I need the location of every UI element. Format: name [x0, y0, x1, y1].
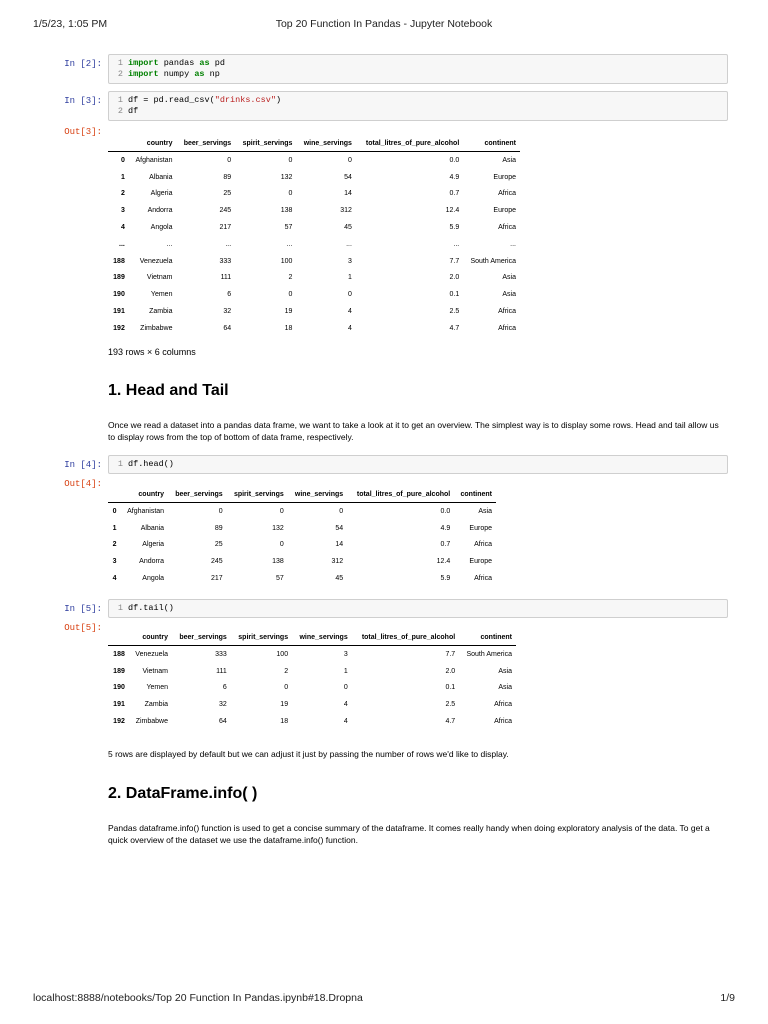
- row-index: 192: [113, 718, 125, 726]
- row-index: 191: [113, 308, 125, 316]
- table-cell: 217: [219, 224, 232, 232]
- table-cell: 14: [335, 541, 344, 549]
- table-cell: 245: [211, 558, 223, 566]
- table-cell: 89: [214, 524, 223, 532]
- table-cell: 1: [348, 274, 352, 282]
- row-index: 1: [120, 173, 125, 181]
- table-cell: 333: [215, 650, 227, 658]
- table-cell: 0: [348, 156, 352, 164]
- table-cell: 0.0: [440, 507, 451, 515]
- table-cell: Europe: [469, 558, 492, 566]
- table-cell: Zimbabwe: [140, 324, 173, 332]
- table-cell: 0.7: [440, 541, 451, 549]
- table-cell: Vietnam: [142, 667, 168, 675]
- keyword: import: [128, 69, 159, 79]
- table-cell: 5.9: [449, 224, 460, 232]
- table-row: [108, 570, 496, 587]
- column-header: total_litres_of_pure_alcohol: [356, 135, 463, 152]
- code-cell-4[interactable]: [108, 455, 728, 474]
- row-index: 1: [112, 524, 117, 532]
- column-header: beer_servings: [168, 486, 227, 503]
- table-cell: 2: [288, 274, 293, 282]
- line-number: 2: [117, 106, 123, 116]
- table-cell: 0.0: [449, 156, 460, 164]
- code-text: pd: [209, 58, 225, 68]
- table-row: [108, 520, 496, 537]
- table-cell: 32: [219, 701, 227, 709]
- table-cell: Vietnam: [146, 274, 173, 282]
- table-cell: Zambia: [144, 701, 168, 709]
- code-text: pandas: [158, 58, 200, 68]
- dataframe-tail: [108, 629, 516, 730]
- table-cell: 89: [223, 173, 232, 181]
- table-cell: 217: [211, 575, 223, 583]
- table-row: [108, 553, 496, 570]
- table-cell: 12.4: [436, 558, 451, 566]
- table-cell: 3: [348, 257, 352, 265]
- table-cell: Asia: [502, 291, 516, 299]
- row-index: 192: [113, 324, 125, 332]
- string-literal: "drinks.csv": [214, 95, 276, 105]
- table-cell: Africa: [494, 701, 512, 709]
- table-cell: 54: [335, 524, 344, 532]
- row-index: 2: [120, 190, 125, 198]
- table-cell: 132: [272, 524, 284, 532]
- table-cell: 0: [339, 507, 344, 515]
- input-prompt-3: In [3]:: [64, 96, 102, 106]
- table-cell: 32: [223, 308, 232, 316]
- table-cell: 2.5: [449, 308, 460, 316]
- table-cell: 138: [272, 558, 284, 566]
- table-cell: 100: [276, 650, 289, 658]
- table-cell: Zambia: [149, 308, 173, 316]
- table-cell: 4: [343, 701, 348, 709]
- input-prompt-5: In [5]:: [64, 604, 102, 614]
- keyword: as: [194, 69, 205, 79]
- table-cell: 14: [344, 190, 352, 198]
- input-prompt-4: In [4]:: [64, 460, 102, 470]
- table-header-row: [108, 629, 516, 646]
- section-heading-head-tail: 1. Head and Tail: [108, 382, 229, 399]
- table-cell: 2.0: [445, 667, 456, 675]
- table-cell: Angola: [142, 575, 165, 583]
- table-cell: 0: [284, 684, 289, 692]
- row-index: 188: [113, 257, 125, 265]
- table-cell: 312: [331, 558, 344, 566]
- table-cell: 2.5: [445, 701, 456, 709]
- line-number: 1: [117, 58, 123, 68]
- code-cell-3[interactable]: [108, 91, 728, 121]
- table-cell: Zimbabwe: [135, 718, 168, 726]
- table-cell: Africa: [498, 308, 516, 316]
- column-header: country: [121, 486, 169, 503]
- column-header: beer_servings: [176, 135, 235, 152]
- column-header: continent: [459, 629, 516, 646]
- section-heading-info: 2. DataFrame.info( ): [108, 785, 258, 802]
- table-cell: 7.7: [449, 257, 460, 265]
- table-row: [108, 303, 520, 320]
- row-index: 188: [113, 650, 125, 658]
- code-text: df = pd.read_csv(: [128, 95, 215, 105]
- table-row: [108, 236, 520, 253]
- column-header: wine_servings: [292, 629, 352, 646]
- table-cell: 0: [227, 156, 232, 164]
- table-cell: ...: [346, 240, 352, 248]
- table-cell: Algeria: [150, 190, 173, 198]
- table-cell: 18: [280, 718, 289, 726]
- column-header: spirit_servings: [231, 629, 292, 646]
- table-row: [108, 537, 496, 554]
- line-number: 1: [117, 459, 123, 469]
- print-page-number: 1/9: [720, 992, 735, 1004]
- table-cell: Asia: [498, 667, 512, 675]
- table-row: [108, 219, 520, 236]
- code-text: df: [128, 106, 139, 116]
- table-cell: 5.9: [440, 575, 451, 583]
- table-cell: Venezuela: [135, 650, 168, 658]
- output-prompt-3: Out[3]:: [64, 127, 102, 137]
- input-prompt-2: In [2]:: [64, 59, 102, 69]
- table-row: [108, 503, 496, 520]
- column-header: continent: [454, 486, 496, 503]
- table-cell: Africa: [498, 324, 516, 332]
- line-number: 2: [117, 69, 123, 79]
- code-text: df.tail(): [128, 603, 174, 613]
- table-cell: 111: [220, 274, 232, 282]
- table-cell: Andorra: [139, 558, 165, 566]
- table-row: [108, 286, 520, 303]
- table-row: [108, 696, 516, 713]
- table-cell: Asia: [502, 274, 516, 282]
- table-cell: Algeria: [142, 541, 165, 549]
- code-line: [109, 106, 727, 117]
- column-header: [108, 135, 129, 152]
- table-cell: Albania: [140, 524, 165, 532]
- table-row: [108, 270, 520, 287]
- print-datetime: 1/5/23, 1:05 PM: [33, 18, 108, 30]
- table-cell: ...: [225, 240, 232, 248]
- code-cell-5[interactable]: [108, 599, 728, 618]
- table-row: [108, 169, 520, 186]
- table-cell: Europe: [493, 207, 516, 215]
- column-header: [108, 629, 129, 646]
- table-cell: 6: [227, 291, 232, 299]
- table-cell: 0: [288, 190, 293, 198]
- table-cell: Andorra: [147, 207, 173, 215]
- column-header: total_litres_of_pure_alcohol: [352, 629, 459, 646]
- table-cell: 4.9: [449, 173, 460, 181]
- table-cell: 0: [279, 541, 284, 549]
- table-cell: 2: [284, 667, 289, 675]
- print-url: localhost:8888/notebooks/Top 20 Function In Pandas.ipynb#18.Dropna: [33, 992, 363, 1004]
- table-row: [108, 202, 520, 219]
- code-text: numpy: [158, 69, 195, 79]
- code-line: [109, 69, 727, 80]
- table-cell: 0: [348, 291, 352, 299]
- table-cell: 57: [275, 575, 284, 583]
- table-cell: South America: [466, 650, 512, 658]
- row-index: 4: [120, 224, 125, 232]
- table-header-row: [108, 135, 520, 152]
- table-row: [108, 253, 520, 270]
- code-text: ): [275, 95, 282, 105]
- code-cell-2[interactable]: [108, 54, 728, 84]
- table-cell: South America: [470, 257, 516, 265]
- table-row: [108, 186, 520, 203]
- column-header: continent: [463, 135, 520, 152]
- table-cell: 18: [284, 324, 293, 332]
- table-cell: 312: [340, 207, 352, 215]
- row-index: 190: [113, 291, 125, 299]
- table-cell: 4: [343, 718, 348, 726]
- table-header-row: [108, 486, 496, 503]
- table-cell: Europe: [493, 173, 516, 181]
- row-index: ...: [119, 240, 125, 248]
- table-cell: 0: [288, 291, 293, 299]
- row-index: 190: [113, 684, 125, 692]
- column-header: spirit_servings: [235, 135, 296, 152]
- code-line: [109, 95, 727, 106]
- table-cell: 6: [222, 684, 227, 692]
- table-cell: 245: [219, 207, 232, 215]
- column-header: country: [129, 135, 177, 152]
- row-index: 3: [120, 207, 125, 215]
- output-prompt-4: Out[4]:: [64, 479, 102, 489]
- rows-columns-info: 193 rows × 6 columns: [108, 347, 196, 357]
- row-index: 191: [113, 701, 125, 709]
- table-cell: 0.7: [449, 190, 460, 198]
- table-cell: 100: [280, 257, 293, 265]
- table-cell: 0.1: [449, 291, 460, 299]
- table-cell: Angola: [150, 224, 173, 232]
- table-cell: 3: [343, 650, 348, 658]
- table-cell: Africa: [474, 575, 492, 583]
- table-cell: 4.7: [449, 324, 460, 332]
- dataframe-head: [108, 486, 496, 587]
- keyword: import: [128, 58, 159, 68]
- column-header: total_litres_of_pure_alcohol: [347, 486, 454, 503]
- table-cell: Europe: [469, 524, 492, 532]
- table-cell: Yemen: [150, 291, 173, 299]
- output-prompt-5: Out[5]:: [64, 623, 102, 633]
- column-header: country: [129, 629, 172, 646]
- code-text: np: [204, 69, 220, 79]
- column-header: [108, 486, 121, 503]
- column-header: beer_servings: [172, 629, 231, 646]
- table-cell: 64: [223, 324, 232, 332]
- table-cell: 0: [343, 684, 348, 692]
- line-number: 1: [117, 95, 123, 105]
- table-row: [108, 320, 520, 337]
- table-cell: Yemen: [146, 684, 168, 692]
- table-cell: 4: [348, 324, 352, 332]
- code-line: [109, 459, 727, 470]
- table-cell: ...: [166, 240, 173, 248]
- table-cell: 57: [284, 224, 293, 232]
- code-text: df.head(): [128, 459, 174, 469]
- column-header: spirit_servings: [227, 486, 288, 503]
- table-cell: 25: [223, 190, 232, 198]
- table-cell: Asia: [478, 507, 492, 515]
- table-cell: Africa: [494, 718, 512, 726]
- table-cell: 138: [280, 207, 293, 215]
- row-index: 2: [112, 541, 117, 549]
- table-cell: Asia: [498, 684, 512, 692]
- table-cell: 45: [335, 575, 344, 583]
- table-cell: Afghanistan: [127, 507, 165, 515]
- table-cell: 54: [344, 173, 352, 181]
- table-cell: 0: [288, 156, 293, 164]
- table-cell: 4.7: [445, 718, 456, 726]
- table-cell: Africa: [498, 224, 516, 232]
- table-cell: ...: [286, 240, 293, 248]
- table-cell: Afghanistan: [135, 156, 173, 164]
- table-cell: 0: [279, 507, 284, 515]
- section-paragraph: Pandas dataframe.info() function is used to get a concise summary of the dataframe. It comes really handy when doing exploratory analysis of the data. To get a quick overview of the dataset we use the dataframe.info() function.: [108, 823, 710, 845]
- column-header: wine_servings: [288, 486, 347, 503]
- table-cell: 19: [284, 308, 293, 316]
- section-paragraph: 5 rows are displayed by default but we can adjust it just by passing the number of rows we'd like to display.: [108, 749, 509, 759]
- table-cell: 7.7: [445, 650, 456, 658]
- row-index: 0: [120, 156, 125, 164]
- table-cell: Africa: [474, 541, 492, 549]
- row-index: 3: [112, 558, 117, 566]
- table-cell: 4.9: [440, 524, 451, 532]
- row-index: 189: [113, 667, 125, 675]
- table-row: [108, 152, 520, 169]
- table-row: [108, 680, 516, 697]
- table-cell: ...: [453, 240, 460, 248]
- table-cell: 0.1: [445, 684, 456, 692]
- section-paragraph: Once we read a dataset into a pandas data frame, we want to take a look at it to get an overview. The simplest way is to display some rows. Head and tail allow us to display rows from the top of bottom of data frame, respectively.: [108, 420, 719, 442]
- table-cell: 2.0: [449, 274, 460, 282]
- table-row: [108, 646, 516, 663]
- table-row: [108, 663, 516, 680]
- table-cell: 45: [344, 224, 352, 232]
- table-cell: ...: [510, 240, 516, 248]
- table-cell: Asia: [502, 156, 516, 164]
- column-header: wine_servings: [296, 135, 356, 152]
- table-cell: 333: [219, 257, 232, 265]
- table-cell: 12.4: [445, 207, 460, 215]
- table-cell: 0: [218, 507, 223, 515]
- table-cell: Africa: [498, 190, 516, 198]
- dataframe-full: [108, 135, 520, 337]
- line-number: 1: [117, 603, 123, 613]
- code-line: [109, 58, 727, 69]
- row-index: 189: [113, 274, 125, 282]
- row-index: 4: [112, 575, 117, 583]
- table-cell: 25: [214, 541, 223, 549]
- print-title: Top 20 Function In Pandas - Jupyter Notebook: [275, 18, 493, 30]
- table-cell: Venezuela: [139, 257, 173, 265]
- table-cell: 4: [348, 308, 352, 316]
- table-cell: 1: [343, 667, 348, 675]
- table-cell: 19: [280, 701, 289, 709]
- code-line: [109, 603, 727, 614]
- table-cell: Albania: [149, 173, 173, 181]
- table-cell: 64: [219, 718, 227, 726]
- table-row: [108, 713, 516, 730]
- table-cell: 111: [216, 667, 227, 675]
- keyword: as: [199, 58, 210, 68]
- row-index: 0: [112, 507, 117, 515]
- table-cell: 132: [280, 173, 293, 181]
